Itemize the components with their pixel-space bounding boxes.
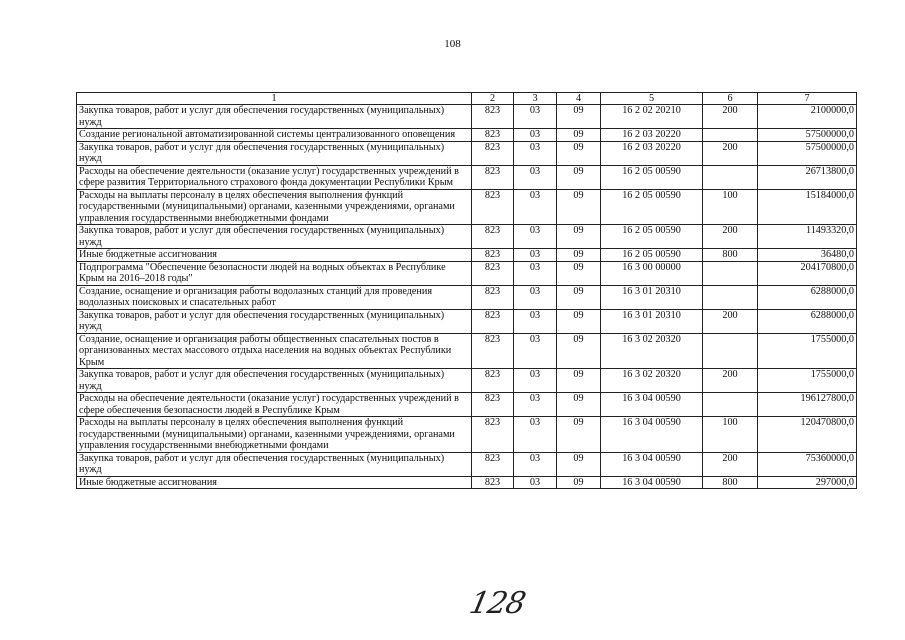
row-name-cell: Расходы на обеспечение деятельности (оказание услуг) государственных учреждений в сфере развития Территориального страхового фонда документации Республики Крым [77, 165, 472, 189]
row-target-article-cell: 16 3 04 00590 [601, 476, 703, 489]
row-subsection-cell: 09 [557, 417, 601, 453]
row-subsection-cell: 09 [557, 309, 601, 333]
row-code-cell: 823 [472, 225, 514, 249]
row-subsection-cell: 09 [557, 141, 601, 165]
row-subsection-cell: 09 [557, 165, 601, 189]
row-amount-cell: 26713800,0 [758, 165, 857, 189]
row-amount-cell: 57500000,0 [758, 129, 857, 142]
budget-table [76, 92, 857, 489]
row-code-cell: 823 [472, 369, 514, 393]
row-expense-type-cell: 200 [703, 105, 758, 129]
row-target-article-cell: 16 3 04 00590 [601, 393, 703, 417]
header-cell: 4 [557, 93, 601, 105]
row-name-cell: Закупка товаров, работ и услуг для обеспечения государственных (муниципальных) нужд [77, 105, 472, 129]
row-subsection-cell: 09 [557, 105, 601, 129]
row-subsection-cell: 09 [557, 225, 601, 249]
row-expense-type-cell [703, 333, 758, 369]
row-subsection-cell: 09 [557, 369, 601, 393]
row-target-article-cell: 16 2 05 00590 [601, 249, 703, 262]
row-subsection-cell: 09 [557, 452, 601, 476]
row-target-article-cell: 16 3 01 20310 [601, 285, 703, 309]
row-subsection-cell: 09 [557, 285, 601, 309]
row-target-article-cell: 16 3 01 20310 [601, 309, 703, 333]
handwritten-page-number: 128 [466, 586, 528, 621]
row-amount-cell: 1755000,0 [758, 333, 857, 369]
row-amount-cell: 6288000,0 [758, 285, 857, 309]
row-target-article-cell: 16 3 04 00590 [601, 417, 703, 453]
table-row [77, 393, 857, 417]
row-section-cell: 03 [514, 417, 557, 453]
row-code-cell: 823 [472, 309, 514, 333]
row-expense-type-cell: 200 [703, 141, 758, 165]
row-section-cell: 03 [514, 309, 557, 333]
row-expense-type-cell: 200 [703, 452, 758, 476]
table-row [77, 417, 857, 453]
table-body [77, 105, 857, 489]
row-name-cell: Закупка товаров, работ и услуг для обеспечения государственных (муниципальных) нужд [77, 309, 472, 333]
row-code-cell: 823 [472, 129, 514, 142]
row-subsection-cell: 09 [557, 261, 601, 285]
row-expense-type-cell: 100 [703, 417, 758, 453]
table-row [77, 141, 857, 165]
header-cell: 7 [758, 93, 857, 105]
row-name-cell: Создание региональной автоматизированной системы централизованного оповещения [77, 129, 472, 142]
row-code-cell: 823 [472, 189, 514, 225]
table-row [77, 369, 857, 393]
row-expense-type-cell [703, 129, 758, 142]
row-section-cell: 03 [514, 476, 557, 489]
row-section-cell: 03 [514, 249, 557, 262]
row-expense-type-cell: 800 [703, 249, 758, 262]
row-amount-cell: 57500000,0 [758, 141, 857, 165]
row-target-article-cell: 16 2 05 00590 [601, 165, 703, 189]
row-target-article-cell: 16 3 02 20320 [601, 333, 703, 369]
row-target-article-cell: 16 2 02 20210 [601, 105, 703, 129]
row-code-cell: 823 [472, 285, 514, 309]
row-amount-cell: 75360000,0 [758, 452, 857, 476]
row-amount-cell: 11493320,0 [758, 225, 857, 249]
row-expense-type-cell: 100 [703, 189, 758, 225]
row-name-cell: Закупка товаров, работ и услуг для обеспечения государственных (муниципальных) нужд [77, 225, 472, 249]
row-amount-cell: 196127800,0 [758, 393, 857, 417]
row-subsection-cell: 09 [557, 189, 601, 225]
row-target-article-cell: 16 2 05 00590 [601, 225, 703, 249]
row-section-cell: 03 [514, 393, 557, 417]
row-code-cell: 823 [472, 476, 514, 489]
row-target-article-cell: 16 2 05 00590 [601, 189, 703, 225]
row-code-cell: 823 [472, 393, 514, 417]
header-cell: 6 [703, 93, 758, 105]
row-name-cell: Иные бюджетные ассигнования [77, 476, 472, 489]
table-row [77, 105, 857, 129]
table-row [77, 225, 857, 249]
row-name-cell: Расходы на выплаты персоналу в целях обеспечения выполнения функций государственными (муниципальными) органами, казенными учреждениями, органами управления государственными внебюджетными фондами [77, 417, 472, 453]
row-code-cell: 823 [472, 165, 514, 189]
row-name-cell: Закупка товаров, работ и услуг для обеспечения государственных (муниципальных) нужд [77, 141, 472, 165]
row-section-cell: 03 [514, 333, 557, 369]
row-expense-type-cell [703, 393, 758, 417]
row-name-cell: Расходы на выплаты персоналу в целях обеспечения выполнения функций государственными (муниципальными) органами, казенными учреждениями, органами управления государственными внебюджетными фондами [77, 189, 472, 225]
table-row [77, 452, 857, 476]
header-cell: 2 [472, 93, 514, 105]
table-row [77, 309, 857, 333]
row-amount-cell: 6288000,0 [758, 309, 857, 333]
table-row [77, 261, 857, 285]
row-expense-type-cell [703, 165, 758, 189]
row-amount-cell: 1755000,0 [758, 369, 857, 393]
row-name-cell: Создание, оснащение и организация работы водолазных станций для проведения водолазных поисковых и спасательных работ [77, 285, 472, 309]
row-subsection-cell: 09 [557, 249, 601, 262]
row-amount-cell: 36480,0 [758, 249, 857, 262]
header-cell: 5 [601, 93, 703, 105]
row-section-cell: 03 [514, 261, 557, 285]
row-subsection-cell: 09 [557, 393, 601, 417]
row-expense-type-cell [703, 285, 758, 309]
row-expense-type-cell: 200 [703, 369, 758, 393]
row-subsection-cell: 09 [557, 333, 601, 369]
row-target-article-cell: 16 2 03 20220 [601, 141, 703, 165]
row-name-cell: Подпрограмма "Обеспечение безопасности людей на водных объектах в Республике Крым на 2016–2018 годы" [77, 261, 472, 285]
row-code-cell: 823 [472, 261, 514, 285]
row-amount-cell: 2100000,0 [758, 105, 857, 129]
header-cell: 1 [77, 93, 472, 105]
table-row [77, 249, 857, 262]
table-row [77, 165, 857, 189]
row-subsection-cell: 09 [557, 129, 601, 142]
table-header-row [77, 93, 857, 105]
row-name-cell: Закупка товаров, работ и услуг для обеспечения государственных (муниципальных) нужд [77, 452, 472, 476]
row-subsection-cell: 09 [557, 476, 601, 489]
row-target-article-cell: 16 3 00 00000 [601, 261, 703, 285]
header-cell: 3 [514, 93, 557, 105]
row-section-cell: 03 [514, 285, 557, 309]
table-row [77, 476, 857, 489]
row-code-cell: 823 [472, 333, 514, 369]
row-amount-cell: 120470800,0 [758, 417, 857, 453]
row-section-cell: 03 [514, 129, 557, 142]
row-section-cell: 03 [514, 225, 557, 249]
table-row [77, 333, 857, 369]
row-section-cell: 03 [514, 141, 557, 165]
row-amount-cell: 15184000,0 [758, 189, 857, 225]
page-number: 108 [444, 38, 461, 50]
table-row [77, 189, 857, 225]
row-amount-cell: 204170800,0 [758, 261, 857, 285]
row-expense-type-cell: 800 [703, 476, 758, 489]
row-expense-type-cell: 200 [703, 309, 758, 333]
table-row [77, 129, 857, 142]
row-expense-type-cell [703, 261, 758, 285]
row-code-cell: 823 [472, 452, 514, 476]
row-name-cell: Создание, оснащение и организация работы общественных спасательных постов в организованных местах массового отдыха населения на водных объектах Республики Крым [77, 333, 472, 369]
row-section-cell: 03 [514, 452, 557, 476]
row-target-article-cell: 16 2 03 20220 [601, 129, 703, 142]
row-name-cell: Иные бюджетные ассигнования [77, 249, 472, 262]
row-name-cell: Закупка товаров, работ и услуг для обеспечения государственных (муниципальных) нужд [77, 369, 472, 393]
row-section-cell: 03 [514, 189, 557, 225]
row-code-cell: 823 [472, 249, 514, 262]
row-name-cell: Расходы на обеспечение деятельности (оказание услуг) государственных учреждений в сфере обеспечения безопасности людей в Республике Крым [77, 393, 472, 417]
row-code-cell: 823 [472, 417, 514, 453]
table-row [77, 285, 857, 309]
row-code-cell: 823 [472, 141, 514, 165]
row-expense-type-cell: 200 [703, 225, 758, 249]
row-section-cell: 03 [514, 165, 557, 189]
row-target-article-cell: 16 3 04 00590 [601, 452, 703, 476]
row-target-article-cell: 16 3 02 20320 [601, 369, 703, 393]
row-code-cell: 823 [472, 105, 514, 129]
row-amount-cell: 297000,0 [758, 476, 857, 489]
row-section-cell: 03 [514, 369, 557, 393]
row-section-cell: 03 [514, 105, 557, 129]
